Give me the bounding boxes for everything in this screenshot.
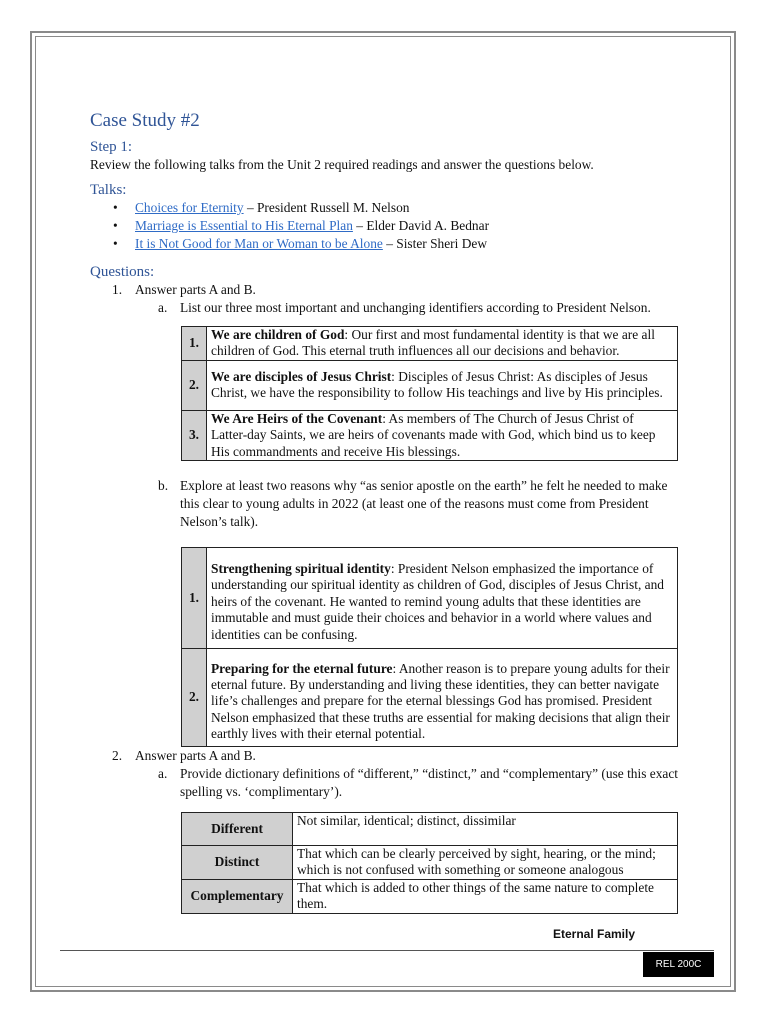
footer-title: Eternal Family bbox=[552, 927, 635, 941]
row-text bbox=[207, 327, 678, 361]
table-row bbox=[182, 410, 678, 460]
sub-question-text: List our three most important and unchanging identifiers according to President Nelson. bbox=[180, 300, 651, 315]
bullet-icon: • bbox=[113, 218, 118, 233]
bullet-icon: • bbox=[113, 236, 118, 251]
talks-list bbox=[90, 199, 690, 253]
question-2a bbox=[90, 765, 690, 801]
definition-cell: That which is added to other things of the same nature to complete them. bbox=[293, 880, 678, 914]
question-1 bbox=[90, 281, 690, 299]
row-number: 1. bbox=[182, 548, 207, 649]
row-body: : Disciples of Jesus Christ: As disciples of Jesus Christ, we have the responsibility to follow His teachings and live by His principles. bbox=[211, 368, 663, 401]
table-row bbox=[182, 649, 678, 747]
step1-instructions: Review the following talks from the Unit 2 required readings and answer the questions below. bbox=[90, 157, 594, 172]
talk-item bbox=[90, 217, 690, 235]
row-number: 2. bbox=[182, 360, 207, 410]
reasons-table bbox=[181, 547, 678, 747]
question-text: Answer parts A and B. bbox=[135, 282, 256, 297]
sub-question-letter: a. bbox=[158, 766, 168, 782]
row-bold-label: We are disciples of Jesus Christ bbox=[211, 368, 392, 384]
row-bold-label: We are children of God bbox=[211, 327, 345, 342]
row-body: : Our first and most fundamental identity is that we are all children of God. This eternal truth influences all our decisions and behavior. bbox=[211, 327, 655, 359]
sub-question-text: Explore at least two reasons why “as senior apostle on the earth” he felt he needed to make this clear to young adults in 2022 (at least one of the reasons must come from President Nelson’s talk). bbox=[180, 478, 668, 530]
questions-heading: Questions: bbox=[90, 264, 155, 280]
row-number: 2. bbox=[182, 649, 207, 747]
talk-item bbox=[90, 199, 690, 217]
document-body bbox=[90, 108, 690, 914]
footer-divider bbox=[60, 950, 714, 951]
talks-heading: Talks: bbox=[90, 182, 127, 198]
row-number: 3. bbox=[182, 410, 207, 460]
step1-heading: Step 1: bbox=[90, 139, 133, 155]
row-bold-label: We Are Heirs of the Covenant bbox=[211, 410, 383, 426]
table-row bbox=[182, 880, 678, 914]
question-text: Answer parts A and B. bbox=[135, 748, 256, 764]
row-body: : As members of The Church of Jesus Christ of Latter-day Saints, we are heirs of covenants made with God, which bind us to keep His commandments and receive His blessings. bbox=[211, 410, 656, 459]
question-number: 1. bbox=[112, 282, 123, 297]
course-badge: REL 200C bbox=[643, 952, 714, 977]
question-number: 2. bbox=[112, 748, 123, 764]
question-1b bbox=[90, 477, 690, 531]
identifiers-table bbox=[181, 326, 678, 461]
table-row bbox=[182, 846, 678, 880]
term-cell: Complementary bbox=[182, 880, 293, 914]
talk-link-choices-for-eternity[interactable]: Choices for Eternity bbox=[135, 200, 244, 215]
term-cell: Different bbox=[182, 813, 293, 846]
definition-cell: That which can be clearly perceived by sight, hearing, or the mind; which is not confused with something or someone analogous bbox=[293, 846, 678, 880]
row-bold-label: Preparing for the eternal future bbox=[211, 660, 393, 676]
bullet-icon: • bbox=[113, 200, 118, 215]
definition-cell: Not similar, identical; distinct, dissimilar bbox=[293, 813, 678, 846]
page-title: Case Study #2 bbox=[90, 110, 200, 131]
table-row bbox=[182, 327, 678, 361]
sub-question-letter: a. bbox=[158, 300, 168, 315]
row-text bbox=[207, 360, 678, 410]
talk-link-marriage-is-essential[interactable]: Marriage is Essential to His Eternal Plan bbox=[135, 218, 353, 233]
talk-speaker: – Sister Sheri Dew bbox=[382, 236, 487, 251]
row-text bbox=[207, 410, 678, 460]
talk-speaker: – President Russell M. Nelson bbox=[243, 200, 410, 215]
talk-link-not-good-alone[interactable]: It is Not Good for Man or Woman to be Alone bbox=[135, 236, 383, 251]
row-body: : Another reason is to prepare young adults for their eternal future. By understanding and living these identities, they can better navigate life’s challenges and prepare for the eternal blessings God has promised. President Nelson emphasized that these truths are essential for making decisions that align their earthly lives with their eternal potential. bbox=[211, 660, 670, 742]
sub-question-letter: b. bbox=[158, 478, 169, 494]
row-number: 1. bbox=[182, 327, 207, 361]
row-text bbox=[207, 649, 678, 747]
question-2 bbox=[90, 747, 690, 765]
question-1a bbox=[90, 299, 690, 317]
term-cell: Distinct bbox=[182, 846, 293, 880]
table-row bbox=[182, 813, 678, 846]
table-row bbox=[182, 360, 678, 410]
talk-item bbox=[90, 235, 690, 253]
sub-question-text: Provide dictionary definitions of “different,” “distinct,” and “complementary” (use this exact spelling vs. ‘complimentary’). bbox=[180, 766, 679, 800]
definitions-table bbox=[181, 812, 678, 914]
row-bold-label: Strengthening spiritual identity bbox=[211, 561, 391, 577]
row-text bbox=[207, 548, 678, 649]
talk-speaker: – Elder David A. Bednar bbox=[352, 218, 490, 233]
row-body: : President Nelson emphasized the importance of understanding our spiritual identity as children of God, disciples of Jesus Christ, and heirs of the covenant. He wanted to remind young adults that these identities are immutable and must guide their choices and behavior in a world where values and identities can be confusing. bbox=[211, 561, 664, 642]
table-row bbox=[182, 548, 678, 649]
